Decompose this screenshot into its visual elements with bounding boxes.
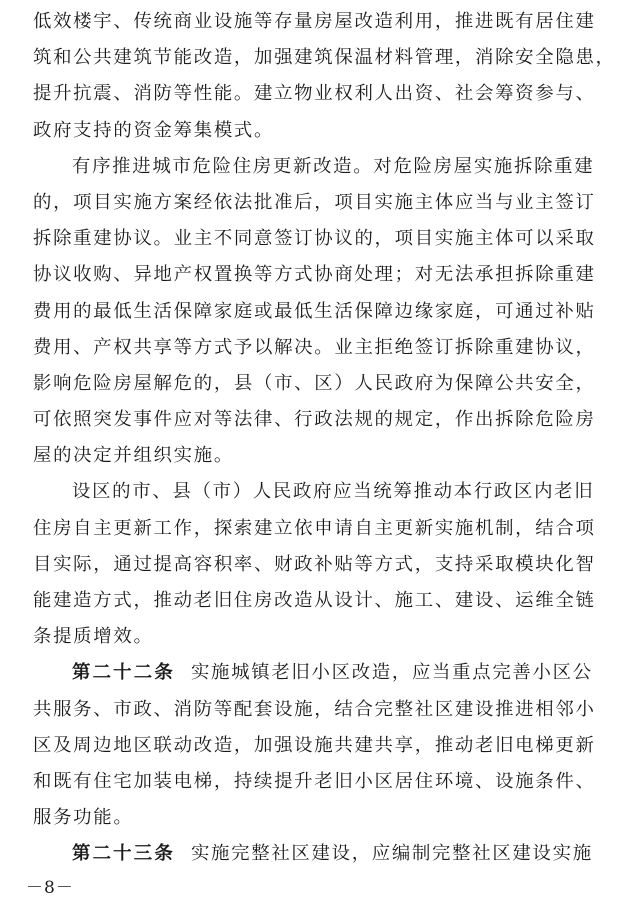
- line-text: 的，项目实施方案经依法批准后，项目实施主体应当与业主签订: [33, 191, 596, 213]
- line-text: 实施城镇老旧小区改造，应当重点完善小区公: [190, 662, 593, 684]
- page-number: －8－: [26, 878, 74, 898]
- line-text: 条提质增效。: [33, 626, 154, 648]
- line-text: 费用的最低生活保障家庭或最低生活保障边缘家庭，可通过补贴: [33, 300, 596, 322]
- paragraph-line: [33, 547, 603, 583]
- paragraph-line: [33, 330, 603, 366]
- article-number: 第二十二条: [72, 662, 175, 684]
- paragraph-line: [33, 366, 603, 402]
- line-text: 能建造方式，推动老旧住房改造从设计、施工、建设、运维全链: [33, 590, 596, 611]
- paragraph-line: [33, 474, 603, 510]
- paragraph-line: [33, 257, 603, 293]
- line-text: 费用、产权共享等方式予以解决。业主拒绝签订拆除重建协议，: [33, 336, 596, 358]
- paragraph-line: [33, 185, 603, 221]
- line-text: 目实际，通过提高容积率、财政补贴等方式，支持采取模块化智: [33, 553, 596, 575]
- article-number: 第二十三条: [72, 843, 175, 865]
- line-text: 筑和公共建筑节能改造，加强建筑保温材料管理，消除安全隐患，: [33, 47, 616, 69]
- line-text: 有序推进城市危险住房更新改造。对危险房屋实施拆除重建: [72, 155, 595, 177]
- paragraph-line: [33, 76, 603, 112]
- line-text: 低效楼宇、传统商业设施等存量房屋改造利用，推进既有居住建: [33, 11, 596, 32]
- line-text: 拆除重建协议。业主不同意签订协议的，项目实施主体可以采取: [33, 228, 596, 250]
- line-text: 区及周边地区联动改造，加强设施共建共享，推动老旧电梯更新: [33, 734, 596, 756]
- paragraph-line: [33, 836, 603, 872]
- paragraph-line: [33, 402, 603, 438]
- paragraph-line: [33, 583, 603, 619]
- paragraph-line: [33, 764, 603, 800]
- line-text: 可依照突发事件应对等法律、行政法规的规定，作出拆除危险房: [33, 409, 596, 431]
- paragraph-line: [33, 800, 603, 836]
- line-text: 住房自主更新工作，探索建立依申请自主更新实施机制，结合项: [33, 517, 596, 539]
- paragraph-line: [33, 294, 603, 330]
- document-body: [33, 4, 616, 873]
- paragraph-line: [33, 655, 603, 691]
- line-text: 共服务、市政、消防等配套设施，结合完整社区建设推进相邻小: [33, 698, 596, 720]
- paragraph-line: [33, 619, 603, 655]
- paragraph-line: [33, 40, 616, 76]
- line-text: 屋的决定并组织实施。: [33, 445, 234, 467]
- line-text: 实施完整社区建设，应编制完整社区建设实施: [190, 843, 593, 865]
- paragraph-line: [33, 149, 603, 185]
- paragraph-line: [33, 692, 603, 728]
- line-text: 提升抗震、消防等性能。建立物业权利人出资、社会筹资参与、: [33, 83, 596, 105]
- line-text: 协议收购、异地产权置换等方式协商处理；对无法承担拆除重建: [33, 264, 596, 286]
- paragraph-line: [33, 4, 603, 40]
- line-text: 设区的市、县（市）人民政府应当统筹推动本行政区内老旧: [72, 481, 595, 503]
- paragraph-line: [33, 438, 603, 474]
- paragraph-line: [33, 511, 603, 547]
- paragraph-line: [33, 221, 603, 257]
- paragraph-line: [33, 113, 603, 149]
- paragraph-line: [33, 728, 603, 764]
- line-text: 政府支持的资金筹集模式。: [33, 119, 275, 141]
- line-text: 影响危险房屋解危的，县（市、区）人民政府为保障公共安全，: [33, 372, 596, 394]
- line-text: 和既有住宅加装电梯，持续提升老旧小区居住环境、设施条件、: [33, 770, 596, 792]
- line-text: 服务功能。: [33, 807, 134, 829]
